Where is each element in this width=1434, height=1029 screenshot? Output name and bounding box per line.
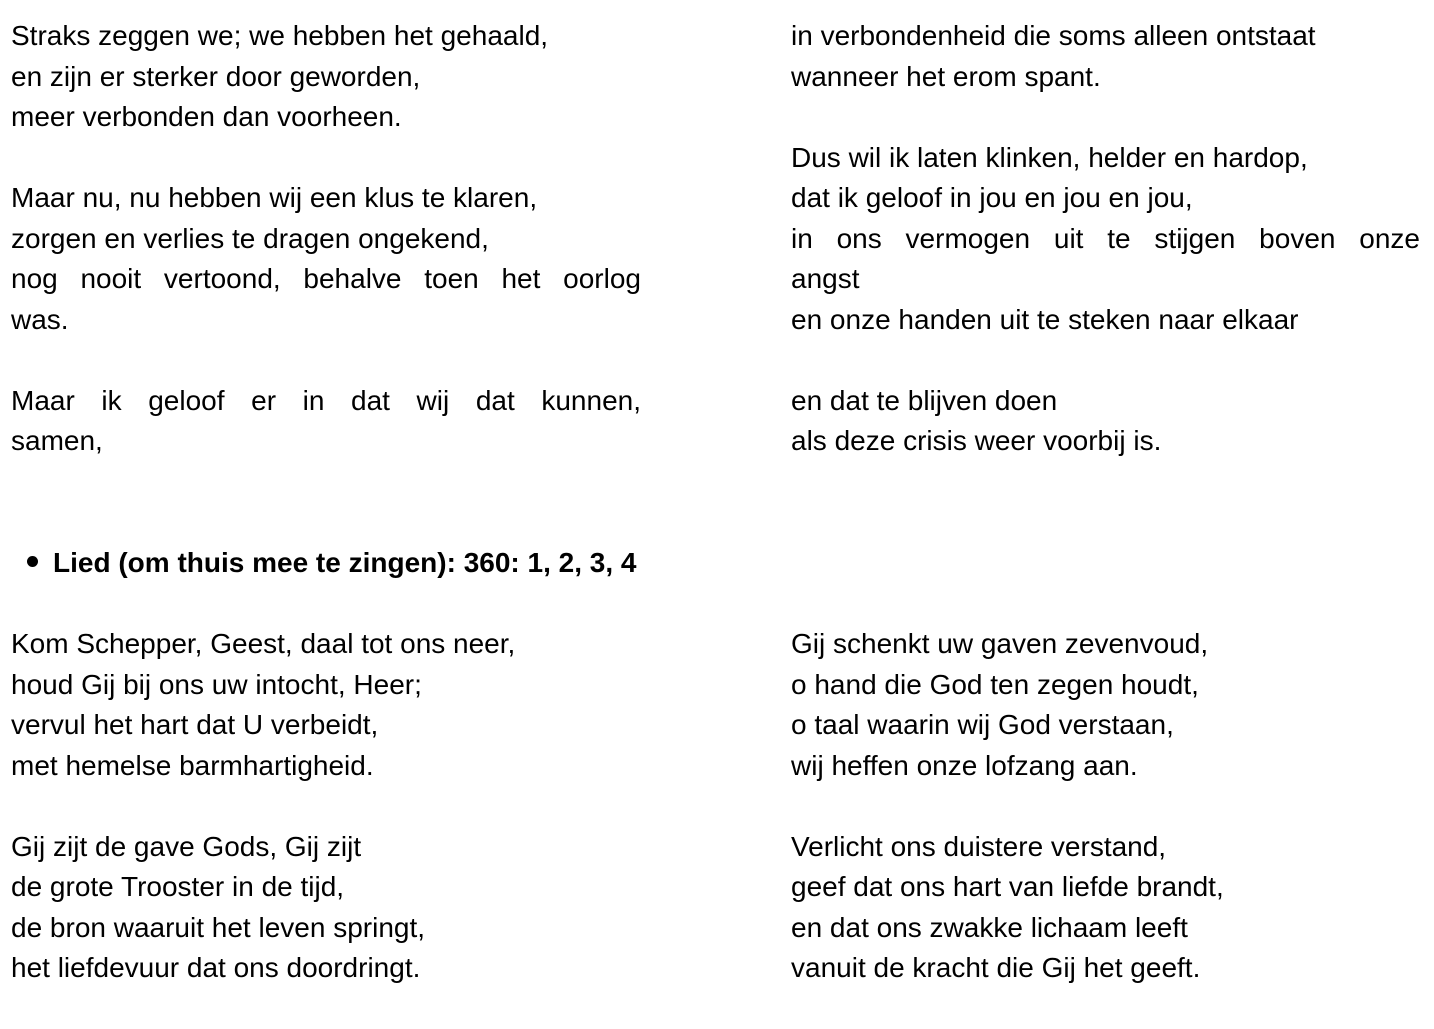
poem-line: Maar nu, nu hebben wij een klus te klaren, <box>11 182 538 213</box>
poem-line: in verbondenheid die soms alleen ontstaat <box>791 20 1316 51</box>
poem-line: nog nooit vertoond, behalve toen het oorlog <box>11 263 641 294</box>
poem-line: Dus wil ik laten klinken, helder en hardop, <box>791 141 1308 173</box>
bullet-icon <box>27 556 38 567</box>
song-line: Gij schenkt uw gaven zevenvoud, <box>791 628 1209 659</box>
poem-stanza <box>11 16 641 138</box>
poem-right-column <box>791 16 1420 502</box>
song-stanza <box>11 827 641 989</box>
song-stanza <box>791 624 1420 786</box>
poem-line: als deze crisis weer voorbij is. <box>791 425 1162 456</box>
song-line: wij heffen onze lofzang aan. <box>791 749 1138 781</box>
poem-line: meer verbonden dan voorheen. <box>11 101 402 132</box>
poem-line: Maar ik geloof er in dat wij dat kunnen, <box>11 384 641 416</box>
song-line: vanuit de kracht die Gij het geeft. <box>791 952 1201 983</box>
poem-line: samen, <box>11 425 103 456</box>
song-stanza <box>791 827 1420 989</box>
song-line: de grote Trooster in de tijd, <box>11 871 345 902</box>
poem-line: Straks zeggen we; we hebben het gehaald, <box>11 20 549 51</box>
song-line: o taal waarin wij God verstaan, <box>791 709 1174 740</box>
poem-stanza <box>791 138 1420 341</box>
poem-line: in ons vermogen uit te stijgen boven onze <box>791 222 1420 254</box>
song-line: vervul het hart dat U verbeidt, <box>11 709 379 740</box>
song-left-column <box>11 624 641 1029</box>
song-line: en dat ons zwakke lichaam leeft <box>791 911 1188 943</box>
song-right-column <box>791 624 1420 1029</box>
song-heading <box>27 543 636 584</box>
song-line: Gij zijt de gave Gods, Gij zijt <box>11 830 362 862</box>
song-line: o hand die God ten zegen houdt, <box>791 668 1199 700</box>
poem-left-column <box>11 16 641 502</box>
song-line: de bron waaruit het leven springt, <box>11 911 426 943</box>
poem-line: zorgen en verlies te dragen ongekend, <box>11 222 489 254</box>
song-line: met hemelse barmhartigheid. <box>11 749 374 781</box>
song-line: geef dat ons hart van liefde brandt, <box>791 871 1224 902</box>
song-line: Kom Schepper, Geest, daal tot ons neer, <box>11 628 516 659</box>
poem-stanza <box>791 16 1420 97</box>
poem-line: en zijn er sterker door geworden, <box>11 60 421 92</box>
song-line: het liefdevuur dat ons doordringt. <box>11 952 421 983</box>
poem-stanza <box>11 381 641 462</box>
poem-line: dat ik geloof in jou en jou en jou, <box>791 182 1193 213</box>
song-line: Verlicht ons duistere verstand, <box>791 830 1167 862</box>
poem-line: angst <box>791 263 860 294</box>
poem-line: en onze handen uit te steken naar elkaar <box>791 303 1299 335</box>
song-heading-text: Lied (om thuis mee te zingen): 360: 1, 2, 3, 4 <box>53 547 637 578</box>
poem-line: was. <box>11 303 69 335</box>
poem-stanza <box>11 178 641 340</box>
poem-line: wanneer het erom spant. <box>791 60 1101 92</box>
song-stanza <box>11 624 641 786</box>
poem-stanza <box>791 381 1420 462</box>
poem-line: en dat te blijven doen <box>791 384 1058 416</box>
song-line: houd Gij bij ons uw intocht, Heer; <box>11 668 422 700</box>
